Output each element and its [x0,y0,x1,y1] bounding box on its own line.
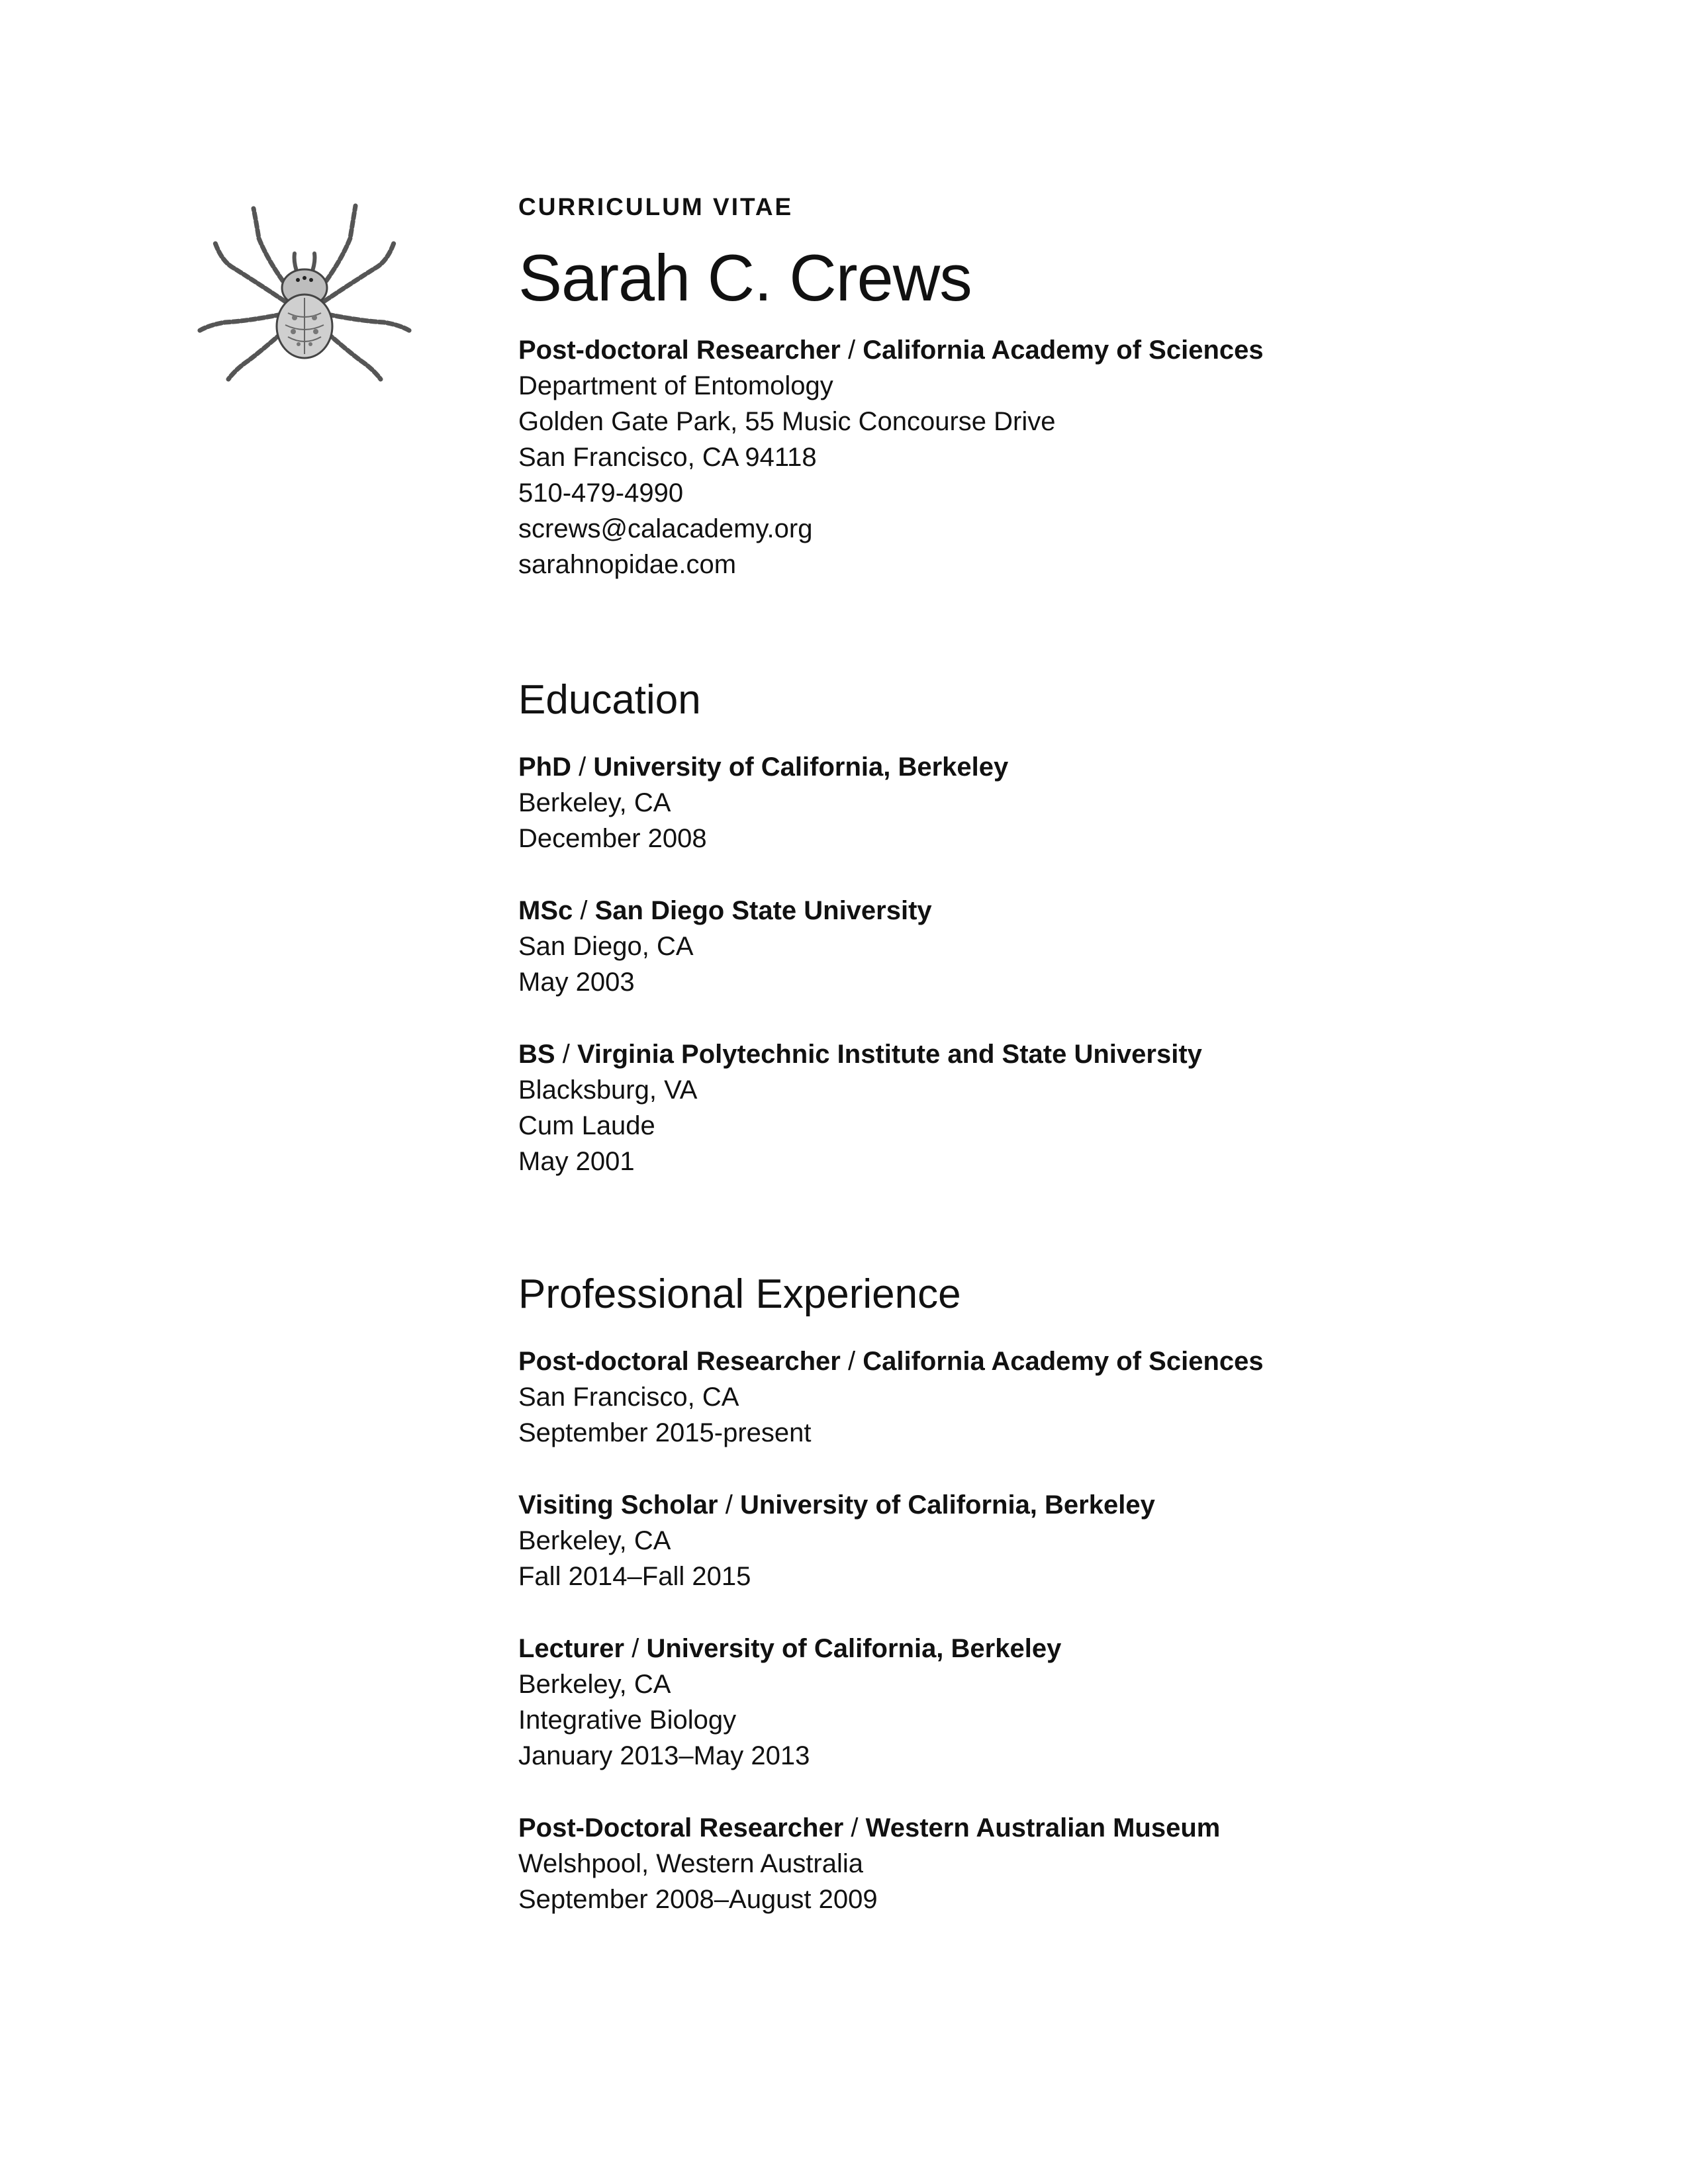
honors: Cum Laude [518,1111,655,1140]
date-range: Fall 2014–Fall 2015 [518,1562,751,1591]
contact-street-address: Golden Gate Park, 55 Music Concourse Drive [518,407,1056,436]
experience-entries [518,1343,1511,1917]
education-entry-heading [518,749,1511,785]
experience-entry [518,1631,1511,1774]
role: Lecturer [518,1634,625,1663]
date-range: September 2015-present [518,1418,812,1447]
experience-entry-heading [518,1343,1511,1379]
institution: University of California, Berkeley [646,1634,1062,1663]
position-title: Post-doctoral Researcher [518,336,841,365]
location: Blacksburg, VA [518,1075,698,1105]
education-entry [518,1036,1511,1179]
institution: Virginia Polytechnic Institute and State University [577,1040,1202,1069]
institution: San Diego State University [594,896,932,925]
person-name: Sarah C. Crews [518,241,972,314]
separator: / [580,896,588,925]
experience-entry [518,1487,1511,1594]
separator: / [725,1490,733,1520]
date: May 2003 [518,968,635,997]
cv-header [518,191,1511,582]
education-entry [518,749,1511,856]
experience-entry-heading [518,1631,1511,1666]
degree: MSc [518,896,573,925]
separator: / [632,1634,639,1663]
degree: BS [518,1040,555,1069]
current-position [518,332,1511,368]
document-type-label: CURRICULUM VITAE [518,193,794,220]
experience-entry [518,1343,1511,1451]
experience-entry-heading [518,1487,1511,1523]
location: Berkeley, CA [518,1670,671,1699]
separator: / [579,752,586,782]
role: Post-Doctoral Researcher [518,1813,844,1843]
cv-content [518,191,1511,1917]
degree: PhD [518,752,571,782]
education-entry-heading [518,1036,1511,1072]
separator: / [851,1813,859,1843]
contact-department: Department of Entomology [518,371,833,400]
experience-entry [518,1810,1511,1917]
contact-website[interactable]: sarahnopidae.com [518,550,737,579]
separator: / [562,1040,570,1069]
location: San Francisco, CA [518,1383,739,1412]
contact-block [518,332,1511,582]
education-heading: Education [518,677,701,723]
date: December 2008 [518,824,707,853]
separator: / [847,1347,856,1376]
spider-illustration-icon [195,202,414,400]
experience-section [518,1268,1511,1917]
institution: University of California, Berkeley [739,1490,1155,1520]
department: Integrative Biology [518,1706,737,1735]
date: May 2001 [518,1147,635,1176]
education-section [518,674,1511,1179]
position-institution: California Academy of Sciences [863,336,1264,365]
education-entries [518,749,1511,1179]
contact-city-zip: San Francisco, CA 94118 [518,443,817,472]
contact-phone: 510-479-4990 [518,478,684,508]
education-entry-heading [518,893,1511,929]
position-separator: / [847,336,856,365]
location: Welshpool, Western Australia [518,1849,863,1878]
contact-email[interactable]: screws@calacademy.org [518,514,813,543]
role: Post-doctoral Researcher [518,1347,841,1376]
date-range: January 2013–May 2013 [518,1741,810,1770]
role: Visiting Scholar [518,1490,718,1520]
institution: Western Australian Museum [865,1813,1221,1843]
experience-entry-heading [518,1810,1511,1846]
location: Berkeley, CA [518,1526,671,1555]
institution: California Academy of Sciences [863,1347,1264,1376]
date-range: September 2008–August 2009 [518,1885,878,1914]
institution: University of California, Berkeley [593,752,1009,782]
location: San Diego, CA [518,932,694,961]
location: Berkeley, CA [518,788,671,817]
experience-heading: Professional Experience [518,1271,961,1317]
education-entry [518,893,1511,1000]
